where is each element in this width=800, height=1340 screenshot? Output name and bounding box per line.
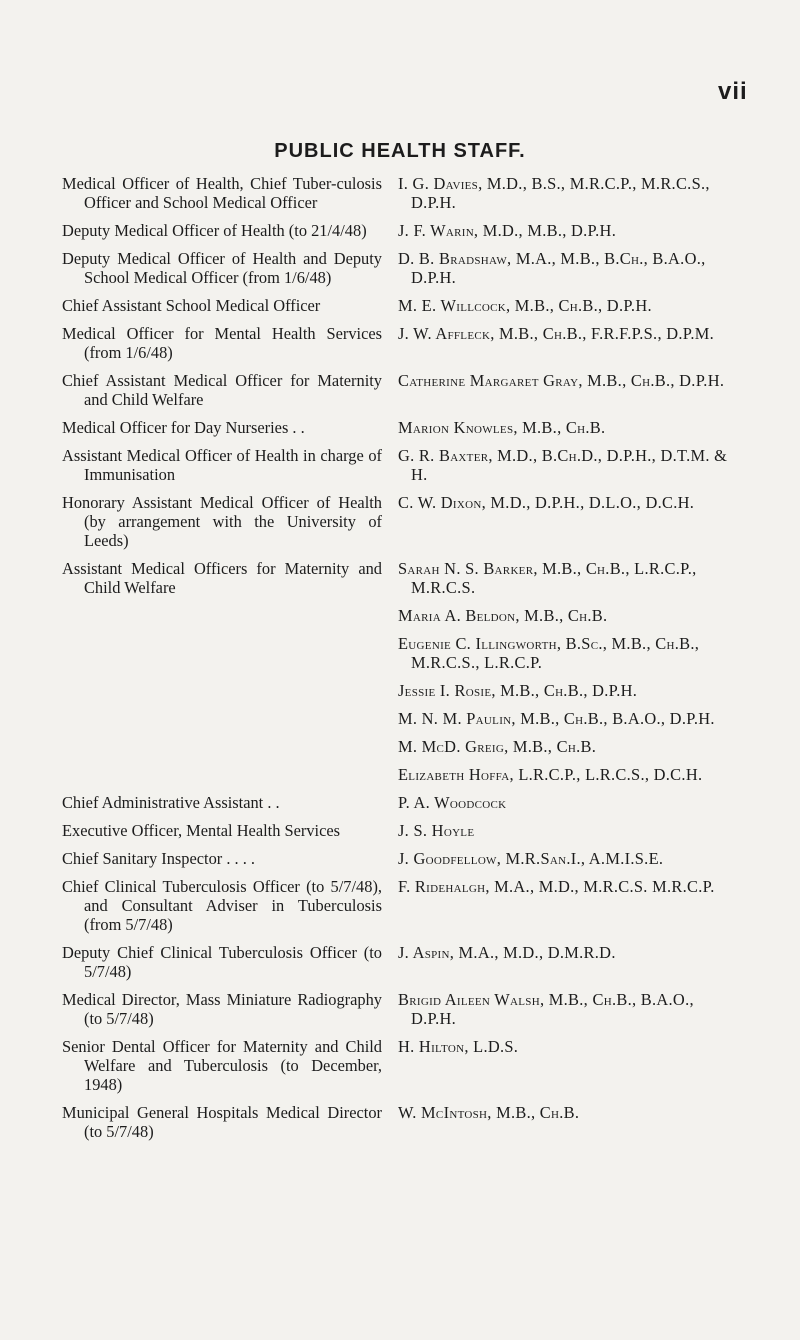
staff-row — [62, 1103, 742, 1141]
post-title: Assistant Medical Officer of Health in charge of Immunisation — [62, 446, 382, 484]
officer-name: J. F. Warin, M.D., M.B., D.P.H. — [398, 221, 617, 240]
post-title: Honorary Assistant Medical Officer of Health (by arrangement with the University of Leeds) — [62, 493, 382, 550]
post-title: Medical Director, Mass Miniature Radiography (to 5/7/48) — [62, 990, 382, 1028]
officer-names — [398, 446, 742, 484]
officer-name: W. McIntosh, M.B., Ch.B. — [398, 1103, 580, 1122]
post-title: Assistant Medical Officers for Maternity and Child Welfare — [62, 559, 382, 597]
post-title: Chief Clinical Tuberculosis Officer (to 5/7/48), and Consultant Adviser in Tuberculosis (from 5/7/48) — [62, 877, 382, 934]
officer-names — [398, 221, 742, 240]
staff-row — [62, 559, 742, 784]
officer-name: M. McD. Greig, M.B., Ch.B. — [398, 737, 597, 756]
officer-names — [398, 1103, 742, 1141]
officer-names — [398, 559, 742, 784]
officer-name: J. S. Hoyle — [398, 821, 475, 840]
officer-name: Sarah N. S. Barker, M.B., Ch.B., L.R.C.P., M.R.C.S. — [398, 559, 697, 597]
staff-row — [62, 793, 742, 812]
officer-name: D. B. Bradshaw, M.A., M.B., B.Ch., B.A.O., D.P.H. — [398, 249, 706, 287]
page-number: vii — [718, 78, 748, 105]
officer-name: J. Aspin, M.A., M.D., D.M.R.D. — [398, 943, 616, 962]
staff-row — [62, 493, 742, 550]
post-title: Medical Officer of Health, Chief Tuber-culosis Officer and School Medical Officer — [62, 174, 382, 212]
post-title: Deputy Chief Clinical Tuberculosis Officer (to 5/7/48) — [62, 943, 382, 981]
officer-name: C. W. Dixon, M.D., D.P.H., D.L.O., D.C.H. — [398, 493, 695, 512]
staff-row — [62, 1037, 742, 1094]
staff-row — [62, 821, 742, 840]
officer-names — [398, 1037, 742, 1094]
staff-row — [62, 446, 742, 484]
officer-name: P. A. Woodcock — [398, 793, 507, 812]
officer-name: F. Ridehalgh, M.A., M.D., M.R.C.S. M.R.C.P. — [398, 877, 715, 896]
officer-names — [398, 493, 742, 550]
staff-row — [62, 943, 742, 981]
officer-name: Jessie I. Rosie, M.B., Ch.B., D.P.H. — [398, 681, 638, 700]
staff-row — [62, 249, 742, 287]
officer-name: J. W. Affleck, M.B., Ch.B., F.R.F.P.S., D.P.M. — [398, 324, 715, 343]
officer-name: M. N. M. Paulin, M.B., Ch.B., B.A.O., D.P.H. — [398, 709, 715, 728]
post-title: Deputy Medical Officer of Health and Deputy School Medical Officer (from 1/6/48) — [62, 249, 382, 287]
officer-name: I. G. Davies, M.D., B.S., M.R.C.P., M.R.C.S., D.P.H. — [398, 174, 710, 212]
officer-names — [398, 849, 742, 868]
officer-name: Brigid Aileen Walsh, M.B., Ch.B., B.A.O., D.P.H. — [398, 990, 694, 1028]
staff-row — [62, 849, 742, 868]
officer-name: H. Hilton, L.D.S. — [398, 1037, 519, 1056]
officer-names — [398, 877, 742, 934]
post-title: Chief Assistant School Medical Officer — [62, 296, 321, 315]
post-title: Chief Administrative Assistant . . — [62, 793, 280, 812]
post-title: Chief Assistant Medical Officer for Maternity and Child Welfare — [62, 371, 382, 409]
post-title: Senior Dental Officer for Maternity and Child Welfare and Tuberculosis (to December, 1948) — [62, 1037, 382, 1094]
officer-name: Catherine Margaret Gray, M.B., Ch.B., D.P.H. — [398, 371, 725, 390]
staff-row — [62, 296, 742, 315]
officer-name: J. Goodfellow, M.R.San.I., A.M.I.S.E. — [398, 849, 664, 868]
officer-names — [398, 324, 742, 362]
officer-name: Maria A. Beldon, M.B., Ch.B. — [398, 606, 608, 625]
officer-names — [398, 943, 742, 981]
officer-names — [398, 174, 742, 212]
staff-row — [62, 324, 742, 362]
officer-name: G. R. Baxter, M.D., B.Ch.D., D.P.H., D.T.M. & H. — [398, 446, 728, 484]
post-title: Municipal General Hospitals Medical Director (to 5/7/48) — [62, 1103, 382, 1141]
post-title: Chief Sanitary Inspector . . . . — [62, 849, 255, 868]
officer-names — [398, 249, 742, 287]
staff-row — [62, 221, 742, 240]
staff-row — [62, 990, 742, 1028]
officer-names — [398, 793, 742, 812]
officer-name: Marion Knowles, M.B., Ch.B. — [398, 418, 606, 437]
page-title: PUBLIC HEALTH STAFF. — [274, 140, 526, 162]
officer-name: Eugenie C. Illingworth, B.Sc., M.B., Ch.B., M.R.C.S., L.R.C.P. — [398, 634, 700, 672]
post-title: Executive Officer, Mental Health Services — [62, 821, 341, 840]
officer-names — [398, 371, 742, 409]
staff-row — [62, 174, 742, 212]
officer-name: Elizabeth Hoffa, L.R.C.P., L.R.C.S., D.C.H. — [398, 765, 703, 784]
staff-row — [62, 371, 742, 409]
post-title: Medical Officer for Mental Health Services (from 1/6/48) — [62, 324, 382, 362]
staff-list — [62, 174, 742, 1150]
post-title: Medical Officer for Day Nurseries . . — [62, 418, 305, 437]
staff-row — [62, 418, 742, 437]
officer-name: M. E. Willcock, M.B., Ch.B., D.P.H. — [398, 296, 652, 315]
staff-row — [62, 877, 742, 934]
officer-names — [398, 418, 742, 437]
officer-names — [398, 296, 742, 315]
officer-names — [398, 821, 742, 840]
officer-names — [398, 990, 742, 1028]
post-title: Deputy Medical Officer of Health (to 21/4/48) — [62, 221, 367, 240]
